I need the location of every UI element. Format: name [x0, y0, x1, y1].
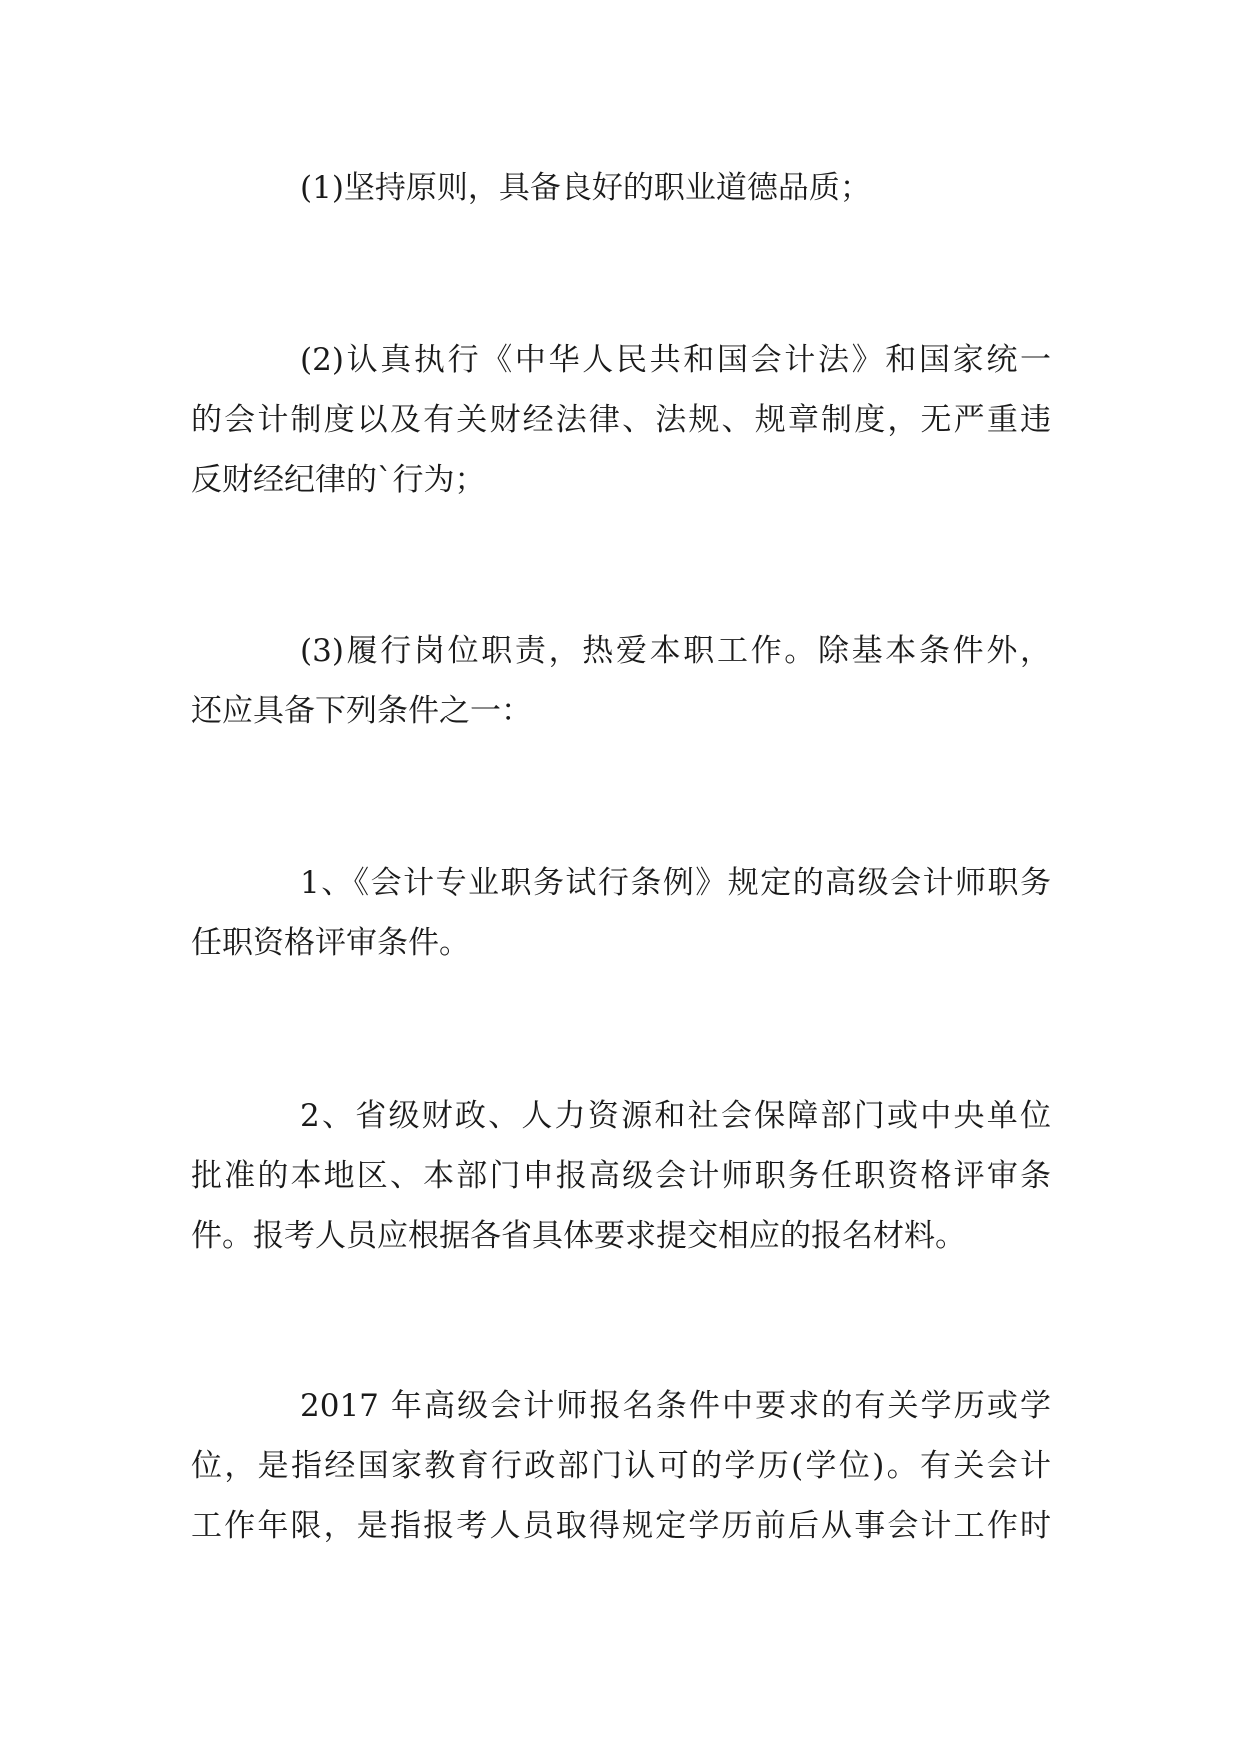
- paragraph-line: 2、省级财政、人力资源和社会保障部门或中央单位: [300, 1098, 1051, 1134]
- paragraph-line: 反财经纪律的`行为；: [191, 462, 486, 498]
- paragraph-line: (2)认真执行《中华人民共和国会计法》和国家统一: [300, 342, 1051, 378]
- paragraph-line: (3)履行岗位职责，热爱本职工作。除基本条件外，: [300, 633, 1051, 669]
- paragraph-line: 的会计制度以及有关财经法律、法规、规章制度，无严重违: [191, 402, 1051, 438]
- paragraph-line: 位，是指经国家教育行政部门认可的学历(学位)。有关会计: [191, 1448, 1051, 1484]
- paragraph-line: 任职资格评审条件。: [191, 925, 470, 961]
- paragraph-line: 工作年限，是指报考人员取得规定学历前后从事会计工作时: [191, 1508, 1051, 1544]
- paragraph-line: 还应具备下列条件之一：: [191, 693, 532, 729]
- paragraph-line: 2017 年高级会计师报名条件中要求的有关学历或学: [300, 1388, 1051, 1424]
- paragraph-line: 1、《会计专业职务试行条例》规定的高级会计师职务: [300, 865, 1051, 901]
- paragraph-line: 批准的本地区、本部门申报高级会计师职务任职资格评审条: [191, 1158, 1051, 1194]
- paragraph-line: 件。报考人员应根据各省具体要求提交相应的报名材料。: [191, 1218, 966, 1254]
- paragraph-line: (1)坚持原则，具备良好的职业道德品质；: [300, 170, 871, 206]
